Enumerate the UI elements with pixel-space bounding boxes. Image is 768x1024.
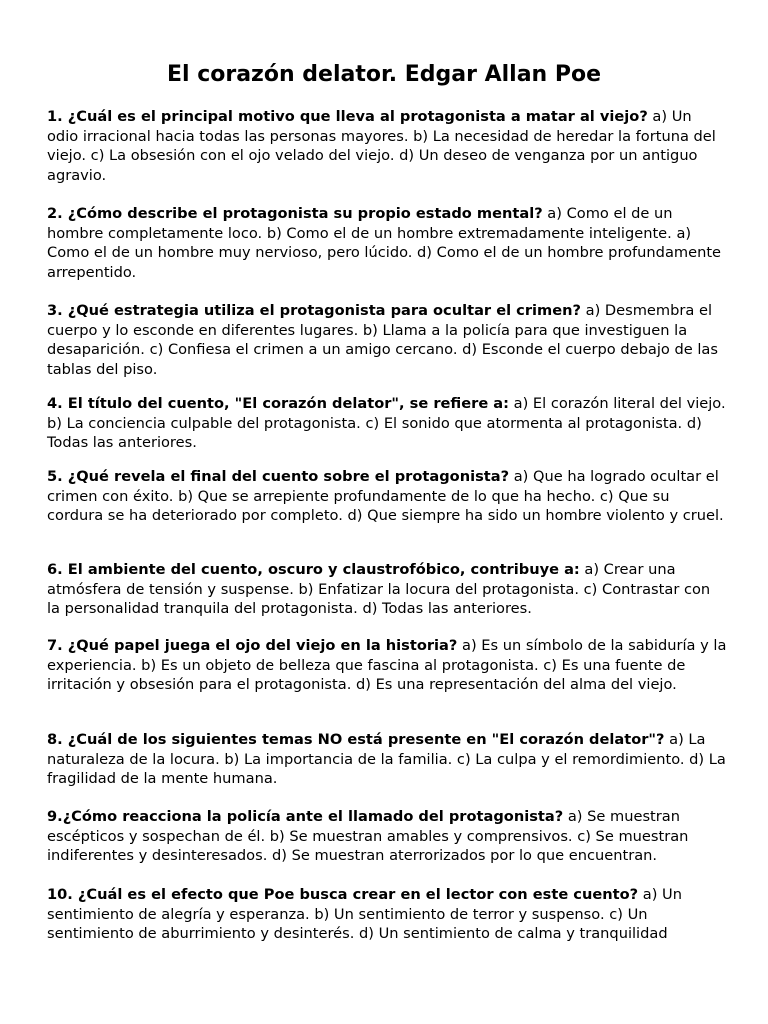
question-5 <box>47 467 727 526</box>
question-2-text: 2. ¿Cómo describe el protagonista su propio estado mental? <box>47 205 543 222</box>
question-7-options: a) Es un símbolo de la sabiduría y la experiencia. b) Es un objeto de belleza que fascina al protagonista. c) Es una fuente de irritación y obsesión para el protagonista. d) Es una representación del alma del viejo. <box>47 637 727 693</box>
question-10 <box>47 885 727 944</box>
question-6-options: a) Crear una atmósfera de tensión y suspense. b) Enfatizar la locura del protagonista. c) Contrastar con la personalidad tranquila del protagonista. d) Todas las anteriores. <box>47 561 711 617</box>
question-2-options: a) Como el de un hombre completamente loco. b) Como el de un hombre extremadamente inteligente. a) Como el de un hombre muy nervioso, pero lúcido. d) Como el de un hombre profundamente arrepentido. <box>47 205 722 281</box>
page-title: El corazón delator. Edgar Allan Poe <box>166 62 602 87</box>
question-1 <box>47 107 727 185</box>
question-1-text: 1. ¿Cuál es el principal motivo que lleva al protagonista a matar al viejo? <box>47 108 648 125</box>
question-10-options: a) Un sentimiento de alegría y esperanza. b) Un sentimiento de terror y suspenso. c) Un sentimiento de aburrimiento y desinterés. d) Un sentimiento de calma y tranquilidad <box>47 886 682 942</box>
question-6 <box>47 560 727 619</box>
question-7 <box>47 636 727 695</box>
question-8-options: a) La naturaleza de la locura. b) La importancia de la familia. c) La culpa y el remordimiento. d) La fragilidad de la mente humana. <box>47 731 726 787</box>
question-3-text: 3. ¿Qué estrategia utiliza el protagonista para ocultar el crimen? <box>47 302 581 319</box>
question-4 <box>47 394 727 453</box>
question-9 <box>47 807 727 866</box>
question-9-text: 9.¿Cómo reacciona la policía ante el llamado del protagonista? <box>47 808 564 825</box>
question-4-text: 4. El título del cuento, "El corazón delator", se refiere a: <box>47 395 509 412</box>
question-5-text: 5. ¿Qué revela el final del cuento sobre el protagonista? <box>47 468 510 485</box>
question-8 <box>47 730 727 789</box>
question-3 <box>47 301 727 379</box>
question-10-text: 10. ¿Cuál es el efecto que Poe busca crear en el lector con este cuento? <box>47 886 639 903</box>
question-4-options: a) El corazón literal del viejo. b) La conciencia culpable del protagonista. c) El sonido que atormenta al protagonista. d) Todas las anteriores. <box>47 395 726 451</box>
question-8-text: 8. ¿Cuál de los siguientes temas NO está presente en "El corazón delator"? <box>47 731 665 748</box>
question-3-options: a) Desmembra el cuerpo y lo esconde en diferentes lugares. b) Llama a la policía para que investiguen la desaparición. c) Confiesa el crimen a un amigo cercano. d) Esconde el cuerpo debajo de las tablas del piso. <box>47 302 718 378</box>
question-1-options: a) Un odio irracional hacia todas las personas mayores. b) La necesidad de heredar la fortuna del viejo. c) La obsesión con el ojo velado del viejo. d) Un deseo de venganza por un antiguo agravio. <box>47 108 716 184</box>
question-2 <box>47 204 727 282</box>
question-5-options: a) Que ha logrado ocultar el crimen con éxito. b) Que se arrepiente profundamente de lo que ha hecho. c) Que su cordura se ha deteriorado por completo. d) Que siempre ha sido un hombre violento y cruel. <box>47 468 724 524</box>
question-9-options: a) Se muestran escépticos y sospechan de él. b) Se muestran amables y comprensivos. c) Se muestran indiferentes y desinteresados. d) Se muestran aterrorizados por lo que encuentran. <box>47 808 689 864</box>
question-6-text: 6. El ambiente del cuento, oscuro y claustrofóbico, contribuye a: <box>47 561 580 578</box>
question-7-text: 7. ¿Qué papel juega el ojo del viejo en la historia? <box>47 637 458 654</box>
